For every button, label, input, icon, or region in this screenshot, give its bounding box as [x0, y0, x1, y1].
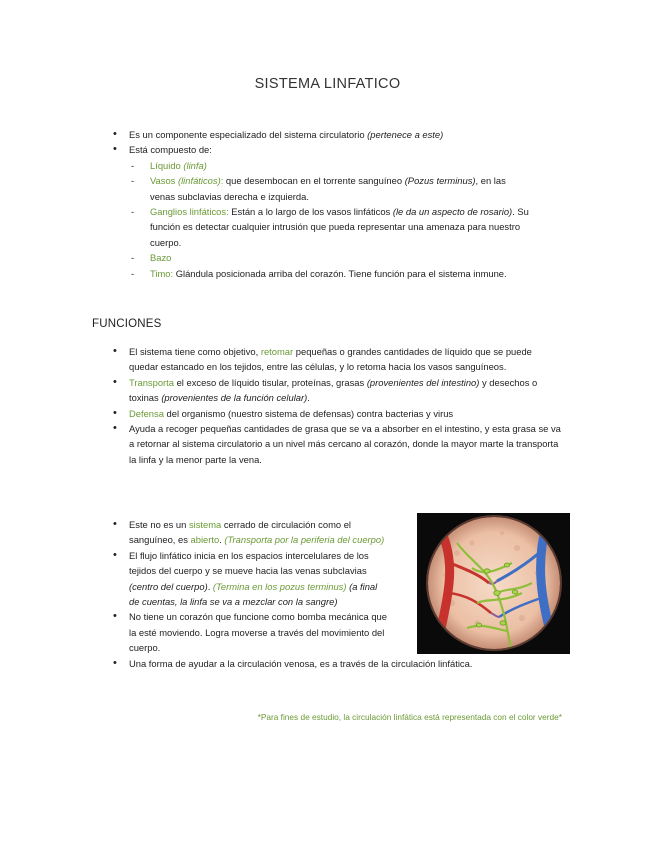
section-heading-funciones: FUNCIONES — [92, 318, 162, 330]
funciones-list — [113, 344, 563, 467]
lymphatic-circulation-illustration — [417, 513, 570, 654]
intro-list — [113, 127, 533, 281]
sublist-item: - Vasos (linfáticos): que desembocan en el torrente sanguíneo (Pozus terminus), en las venas subclavias derecha e izquierda. — [129, 173, 533, 204]
lymph-vessels-image — [417, 513, 570, 654]
list-item: • Ayuda a recoger pequeñas cantidades de grasa que se va a absorber en el intestino, y esta grasa se va a retornar al sistema circulatorio a un nivel más cercano al corazón, donde la mayor marte la transporta la linfa y la menor parte la vena. — [113, 421, 563, 467]
list-item: • Este no es un sistema cerrado de circulación como el sanguíneo, es abierto. (Transporta por la periferia del cuerpo) — [113, 517, 389, 548]
list-item: • Una forma de ayudar a la circulación venosa, es a través de la circulación linfática. — [113, 656, 569, 671]
list-item: • El sistema tiene como objetivo, retomar pequeñas o grandes cantidades de líquido que se puede quedar estancado en los tejidos, entre las células, y lo retoma hacia los vasos sanguíneos. — [113, 344, 563, 375]
footnote: *Para fines de estudio, la circulación linfática está representada con el color verde* — [257, 712, 562, 722]
list-item: • Está compuesto de: - Líquido (linfa) - Vasos (linfáticos): que desembocan en el torrente sanguíneo (Pozus terminus), en las venas subclavias derecha e izquierda. - Ganglios linfáticos: Están a lo largo de los vasos linfáticos (le da un aspecto de rosario). Su función es detectar cualquier intrusión que pueda representar una amenaza para nuestro cuerpo. - Bazo - Timo: Glándula posicionada arriba del corazón. Tiene función para el sistema inmune. — [113, 142, 533, 281]
list-item: • No tiene un corazón que funcione como bomba mecánica que la esté moviendo. Logra moverse a través del movimiento del cuerpo. — [113, 609, 389, 655]
sublist — [129, 158, 533, 281]
sublist-item: - Líquido (linfa) — [129, 158, 533, 173]
list-item: • Es un componente especializado del sistema circulatorio (pertenece a este) — [113, 127, 533, 142]
sublist-item: - Bazo — [129, 250, 533, 265]
sublist-item: - Ganglios linfáticos: Están a lo largo de los vasos linfáticos (le da un aspecto de rosario). Su función es detectar cualquier intrusión que pueda representar una amenaza para nuestro cuerpo. — [129, 204, 533, 250]
list-item: • Transporta el exceso de líquido tisular, proteínas, grasas (provenientes del intestino) y desechos o toxinas (provenientes de la función celular). — [113, 375, 563, 406]
page-title: SISTEMA LINFATICO — [254, 76, 401, 92]
characteristics-list — [113, 517, 473, 671]
list-item: • El flujo linfático inicia en los espacios intercelulares de los tejidos del cuerpo y se mueve hacia las venas subclavias (centro del cuerpo). (Termina en los pozus terminus) (a final de cuentas, la linfa se va a mezclar con la sangre) — [113, 548, 389, 610]
sublist-item: - Timo: Glándula posicionada arriba del corazón. Tiene función para el sistema inmune. — [129, 266, 533, 281]
list-item: • Defensa del organismo (nuestro sistema de defensas) contra bacterias y virus — [113, 406, 563, 421]
